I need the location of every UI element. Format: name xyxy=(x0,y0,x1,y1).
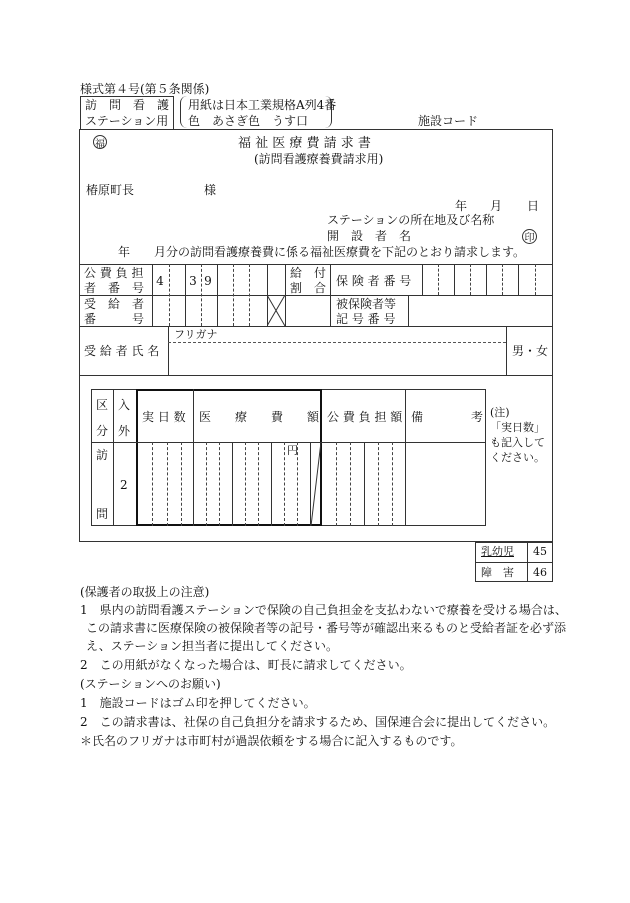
addressee: 椿原町長 xyxy=(86,183,135,197)
guardian-note-1a: 1 県内の訪問看護ステーションで保険の自己負担金を支払わないで療養を受ける場合は、 xyxy=(80,603,567,617)
rule xyxy=(79,326,553,327)
station-label-1: 訪 問 看 護 xyxy=(85,98,170,112)
rule xyxy=(91,442,486,443)
insured-number-label-1: 被保険者等 xyxy=(336,297,397,311)
inout-value[interactable]: 2 xyxy=(120,478,128,492)
guardian-note-2: 2 この用紙がなくなった場合は、町長に請求してください。 xyxy=(80,658,412,672)
page-subtitle: (訪問看護療養費請求用) xyxy=(254,152,384,166)
note-line-1: (注) xyxy=(490,406,510,419)
rule xyxy=(167,442,168,526)
disability-label: 障 害 xyxy=(481,566,514,579)
rule xyxy=(506,326,507,375)
rule xyxy=(79,264,553,265)
public-burden-digit[interactable]: 4 xyxy=(156,274,164,288)
recipient-number-label-2: 番 号 xyxy=(84,312,145,326)
col-category-2: 分 xyxy=(96,424,109,438)
founder-name-label: 開 設 者 名 xyxy=(327,229,412,243)
page-title: 福 祉 医 療 費 請 求 書 xyxy=(238,136,371,151)
cross-out-mark xyxy=(267,295,285,326)
recipient-number-label-1: 受 給 者 xyxy=(84,297,145,311)
rule xyxy=(454,264,455,295)
facility-code-label: 施設コード xyxy=(418,114,479,128)
rule xyxy=(113,389,114,526)
welfare-stamp-icon: 福 xyxy=(93,135,107,149)
station-note-2: 2 この請求書は、社保の自己負担分を請求するため、国保連合会に提出してください。 xyxy=(80,715,556,729)
rule xyxy=(518,264,519,295)
guardian-heading: (保護者の取扱上の注意) xyxy=(80,585,210,599)
rule xyxy=(405,389,406,526)
col-category-1: 区 xyxy=(96,398,109,412)
rule xyxy=(364,442,365,526)
rule xyxy=(330,264,331,326)
rule xyxy=(271,442,272,526)
station-label-2: ステーション用 xyxy=(85,114,169,128)
rule xyxy=(217,264,218,326)
rule xyxy=(193,389,194,526)
rule xyxy=(258,442,259,526)
rule xyxy=(378,442,379,526)
sex-field[interactable]: 男・女 xyxy=(512,344,549,358)
col-public-burden: 公 費 負 担 額 xyxy=(327,410,403,424)
rule xyxy=(168,326,169,375)
rule xyxy=(527,542,528,582)
form-number: 様式第４号(第５条関係) xyxy=(80,82,210,96)
public-burden-label-2: 者 番 号 xyxy=(84,281,145,295)
furigana-note: ＊氏名のフリガナは市町村が過誤依頼をする場合に記入するものです。 xyxy=(80,734,463,748)
rule xyxy=(249,264,250,326)
note-line-3: も記入して xyxy=(490,436,545,449)
col-remarks: 備 考 xyxy=(411,410,484,424)
col-medical-cost: 医 療 費 額 xyxy=(199,410,320,424)
benefit-ratio-label-1: 給 付 xyxy=(290,266,327,280)
insured-number-label-2: 記 号 番 号 xyxy=(336,312,396,326)
date-year: 年 xyxy=(455,199,468,213)
date-day: 日 xyxy=(527,199,540,213)
rule xyxy=(219,442,220,526)
note-line-2: 「実日数」 xyxy=(490,421,545,434)
rule xyxy=(245,442,246,526)
yen-unit: 円 xyxy=(287,444,298,457)
station-address-label: ステーションの所在地及び名称 xyxy=(327,213,495,227)
col-inout-2: 外 xyxy=(118,424,131,438)
rule xyxy=(502,264,503,295)
col-days: 実 日 数 xyxy=(142,410,186,424)
rule xyxy=(284,442,285,526)
rule xyxy=(181,442,182,526)
row-label-top: 訪 xyxy=(96,448,109,462)
row-label-bottom: 問 xyxy=(96,507,109,521)
rule xyxy=(336,442,337,526)
station-note-1: 1 施設コードはゴム印を押してください。 xyxy=(80,696,316,710)
public-burden-digit[interactable]: 9 xyxy=(204,274,212,288)
rule xyxy=(168,342,506,343)
rule xyxy=(422,264,423,295)
rule xyxy=(285,264,286,326)
recipient-name-label: 受 給 者 氏 名 xyxy=(84,344,160,358)
seal-icon: 印 xyxy=(522,229,537,244)
rule xyxy=(152,442,153,526)
rule xyxy=(408,295,409,326)
rule xyxy=(438,264,439,295)
rule xyxy=(475,562,553,563)
benefit-ratio-label-2: 割 合 xyxy=(290,281,327,295)
rule xyxy=(169,264,170,326)
slash-mark xyxy=(310,442,322,526)
color-spec: 色 あさぎ色 うす口 xyxy=(188,114,309,128)
disability-code: 46 xyxy=(533,566,547,579)
insurer-number-label: 保 険 者 番 号 xyxy=(336,274,412,288)
guardian-note-1c: え、ステーション担当者に提出してください。 xyxy=(86,639,339,653)
rule xyxy=(350,442,351,526)
infant-label: 乳幼児 xyxy=(481,545,514,558)
request-text: 月分の訪問看護療養費に係る福祉医療費を下記のとおり請求します。 xyxy=(154,245,526,259)
public-burden-digit[interactable]: 3 xyxy=(189,274,197,288)
rule xyxy=(206,442,207,526)
infant-code: 45 xyxy=(533,545,547,558)
rule xyxy=(232,442,233,526)
rule xyxy=(79,375,553,376)
honorific: 様 xyxy=(204,183,217,197)
rule xyxy=(470,264,471,295)
rule xyxy=(297,442,298,526)
date-month: 月 xyxy=(490,199,503,213)
rule xyxy=(535,264,536,295)
public-burden-label-1: 公 費 負 担 xyxy=(84,266,144,280)
paper-spec: 用紙は日本工業規格A列4番 xyxy=(188,98,337,112)
rule xyxy=(392,442,393,526)
rule xyxy=(233,264,234,326)
furigana-label: フリガナ xyxy=(174,328,218,341)
note-line-4: ください。 xyxy=(490,451,545,464)
station-heading: (ステーションへのお願い) xyxy=(80,677,221,691)
rule xyxy=(486,264,487,295)
request-year: 年 xyxy=(118,245,131,259)
col-inout-1: 入 xyxy=(118,398,131,412)
guardian-note-1b: この請求書に医療保険の被保険者等の記号・番号等が確認出来るものと受給者証を必ず添 xyxy=(86,621,567,635)
